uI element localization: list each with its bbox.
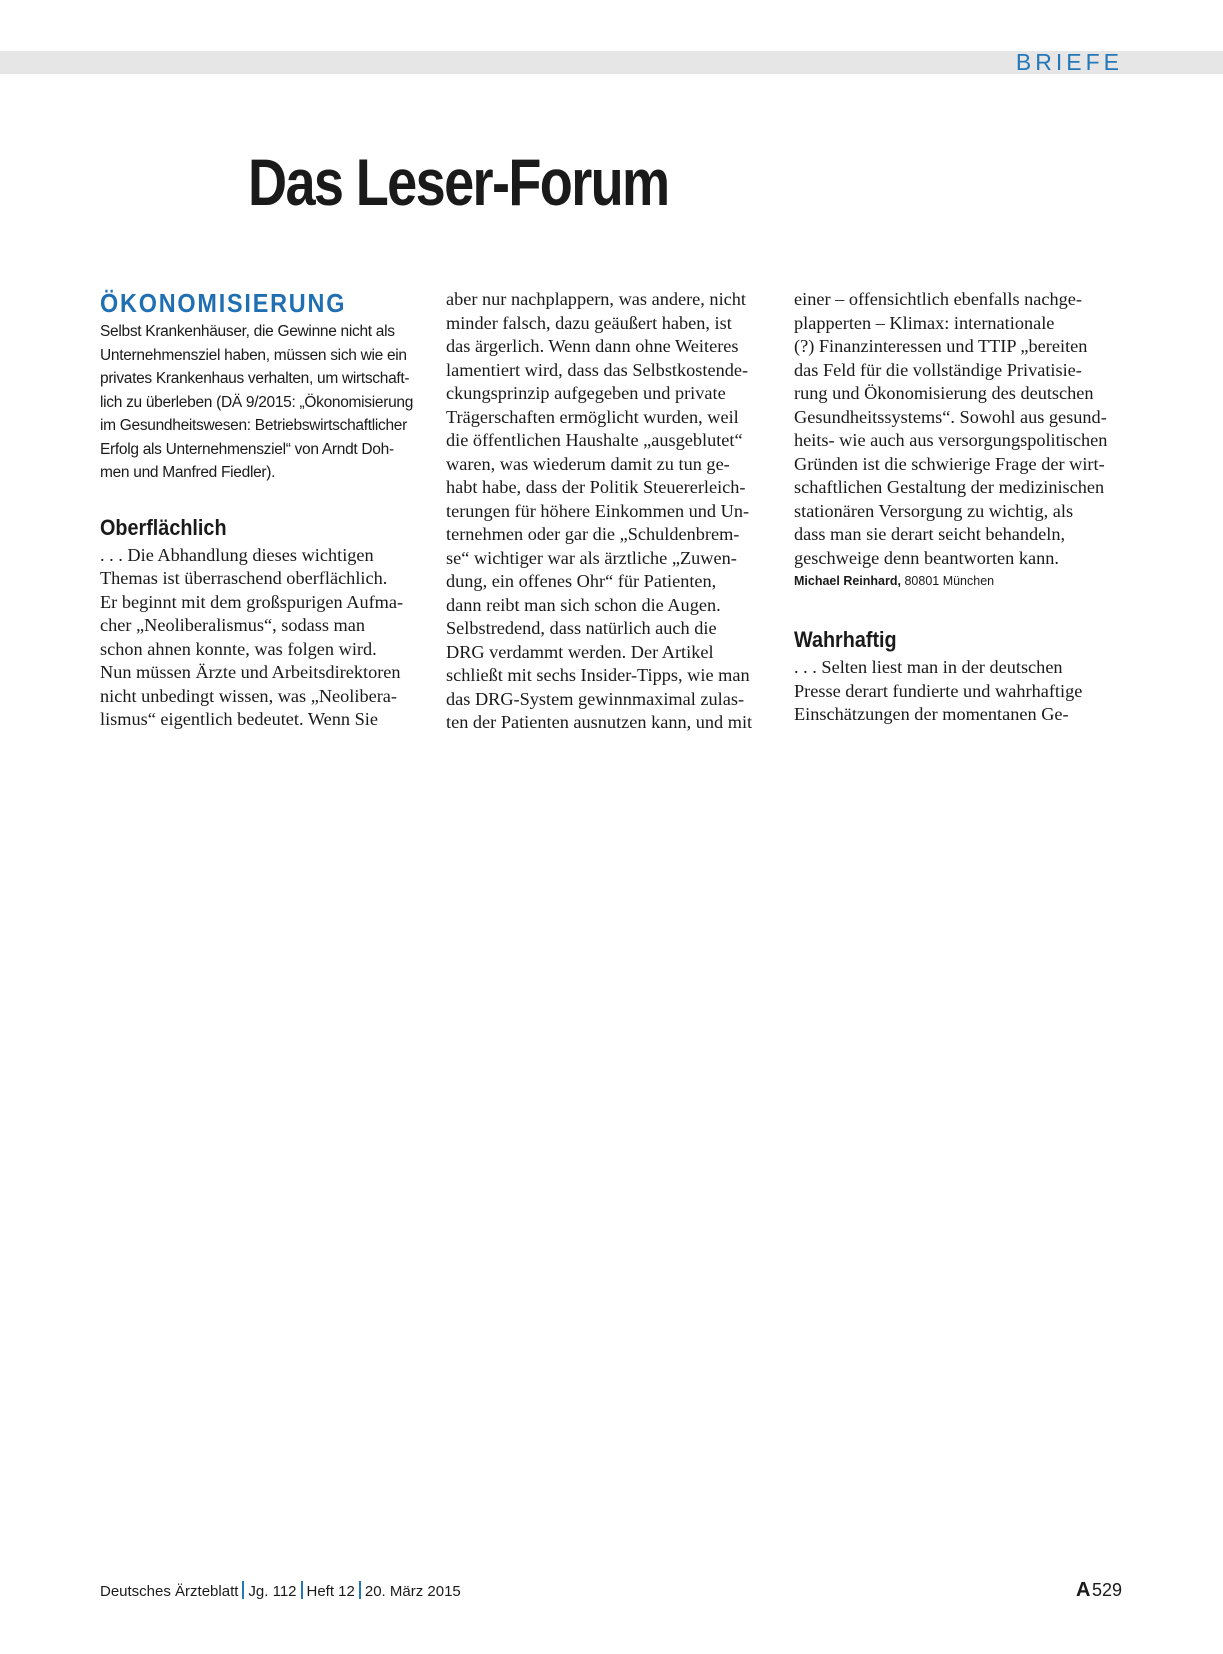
- volume: Jg. 112: [248, 1583, 297, 1600]
- body-line: . . . Die Abhandlung dieses wichtigen: [100, 544, 374, 565]
- issue-date: 20. März 2015: [364, 1583, 461, 1600]
- body-line: schon ahnen konnte, was folgen wird.: [100, 638, 377, 659]
- letter-signature: [794, 570, 1124, 593]
- column-2: [446, 288, 776, 735]
- body-line: lamentiert wird, dass das Selbstkostende-: [446, 359, 749, 380]
- body-line: einer – offensichtlich ebenfalls nachge-: [794, 289, 1082, 309]
- body-line: aber nur nachplappern, was andere, nicht: [446, 289, 746, 309]
- issue: Heft 12: [306, 1583, 355, 1600]
- body-line: geschweige denn beantworten kann.: [794, 547, 1059, 568]
- letter-headline: Wahrhaftig: [794, 627, 897, 652]
- body-line: dung, ein offenes Ohr“ für Patienten,: [446, 571, 717, 591]
- body-line: ten der Patienten ausnutzen kann, und mit: [446, 712, 753, 732]
- page-number-value: 529: [1091, 1580, 1122, 1600]
- column-1: [100, 288, 430, 732]
- body-line: ckungsprinzip aufgegeben und private: [446, 383, 726, 403]
- page-prefix: A: [1075, 1579, 1091, 1601]
- column-3: [794, 288, 1124, 727]
- letter-body: [100, 544, 430, 732]
- body-line: cher „Neoliberalismus“, sodass man: [100, 615, 365, 635]
- page-title: Das Leser-Forum: [248, 145, 669, 219]
- body-line: schaftlichen Gestaltung der medizinischen: [794, 477, 1105, 497]
- body-line: Gesundheitssystems“. Sowohl aus gesund-: [794, 406, 1107, 427]
- body-line: Gründen ist die schwierige Frage der wirt-: [794, 453, 1105, 474]
- body-line: plapperten – Klimax: internationale: [794, 312, 1055, 333]
- intro-line: Erfolg als Unternehmensziel“ von Arndt Doh-: [100, 440, 394, 458]
- intro-text: [100, 320, 430, 485]
- body-line: Er beginnt mit dem großspurigen Aufma-: [100, 591, 404, 612]
- body-line: (?) Finanzinteressen und TTIP „bereiten: [794, 336, 1088, 356]
- body-line: stationären Versorgung zu wichtig, als: [794, 500, 1074, 521]
- body-line: Trägerschaften ermöglicht wurden, weil: [446, 406, 739, 427]
- body-line: terungen für höhere Einkommen und Un-: [446, 500, 750, 521]
- body-line: . . . Selten liest man in der deutschen: [794, 657, 1063, 677]
- divider: [242, 1581, 244, 1599]
- body-line: Nun müssen Ärzte und Arbeitsdirektoren: [100, 662, 401, 682]
- body-line: die öffentlichen Haushalte „ausgeblutet“: [446, 430, 743, 450]
- body-line: dann reibt man sich schon die Augen.: [446, 594, 721, 615]
- body-line: Einschätzungen der momentanen Ge-: [794, 704, 1069, 724]
- intro-line: Unternehmensziel haben, müssen sich wie ein: [100, 346, 407, 364]
- body-line: lismus“ eigentlich bedeutet. Wenn Sie: [100, 709, 378, 729]
- intro-line: lich zu überleben (DÄ 9/2015: „Ökonomisierung: [100, 393, 414, 411]
- body-line: habt habe, dass der Politik Steuererleich-: [446, 477, 746, 497]
- intro-line: Selbst Krankenhäuser, die Gewinne nicht als: [100, 323, 395, 340]
- signature-place: 80801 München: [900, 574, 995, 588]
- letter-headline: Oberflächlich: [100, 514, 227, 540]
- body-line: rung und Ökonomisierung des deutschen: [794, 383, 1094, 403]
- body-line: Presse derart fundierte und wahrhaftige: [794, 680, 1083, 701]
- body-line: Themas ist überraschend oberflächlich.: [100, 568, 388, 588]
- body-line: nicht unbedingt wissen, was „Neolibera-: [100, 685, 397, 706]
- page-number: [1076, 1577, 1122, 1603]
- signature-name: Michael Reinhard,: [794, 574, 901, 588]
- intro-line: privates Krankenhaus verhalten, um wirtschaft-: [100, 370, 410, 387]
- body-line: waren, was wiederum damit zu tun ge-: [446, 453, 730, 474]
- journal-name: Deutsches Ärzteblatt: [100, 1583, 239, 1600]
- body-line: das ärgerlich. Wenn dann ohne Weiteres: [446, 336, 739, 356]
- body-line: dass man sie derart seicht behandeln,: [794, 524, 1066, 544]
- body-line: se“ wichtiger war als ärztliche „Zuwen-: [446, 547, 737, 568]
- body-line: das DRG-System gewinnmaximal zulas-: [446, 688, 745, 709]
- divider: [301, 1581, 303, 1599]
- divider: [359, 1581, 361, 1599]
- footer-citation: [100, 1580, 461, 1604]
- body-line: schließt mit sechs Insider-Tipps, wie man: [446, 665, 750, 685]
- body-line: Selbstredend, dass natürlich auch die: [446, 618, 717, 638]
- intro-line: im Gesundheitswesen: Betriebswirtschaftlicher: [100, 417, 407, 434]
- body-line: minder falsch, dazu geäußert haben, ist: [446, 312, 732, 333]
- topic-heading: ÖKONOMISIERUNG: [100, 288, 347, 318]
- intro-line: men und Manfred Fiedler).: [100, 464, 276, 481]
- body-line: das Feld für die vollständige Privatisie-: [794, 359, 1082, 380]
- body-line: DRG verdammt werden. Der Artikel: [446, 641, 714, 662]
- body-line: ternehmen oder gar die „Schuldenbrem-: [446, 524, 740, 544]
- body-line: heits- wie auch aus versorgungspolitischen: [794, 430, 1108, 450]
- section-label: BRIEFE: [1015, 49, 1123, 75]
